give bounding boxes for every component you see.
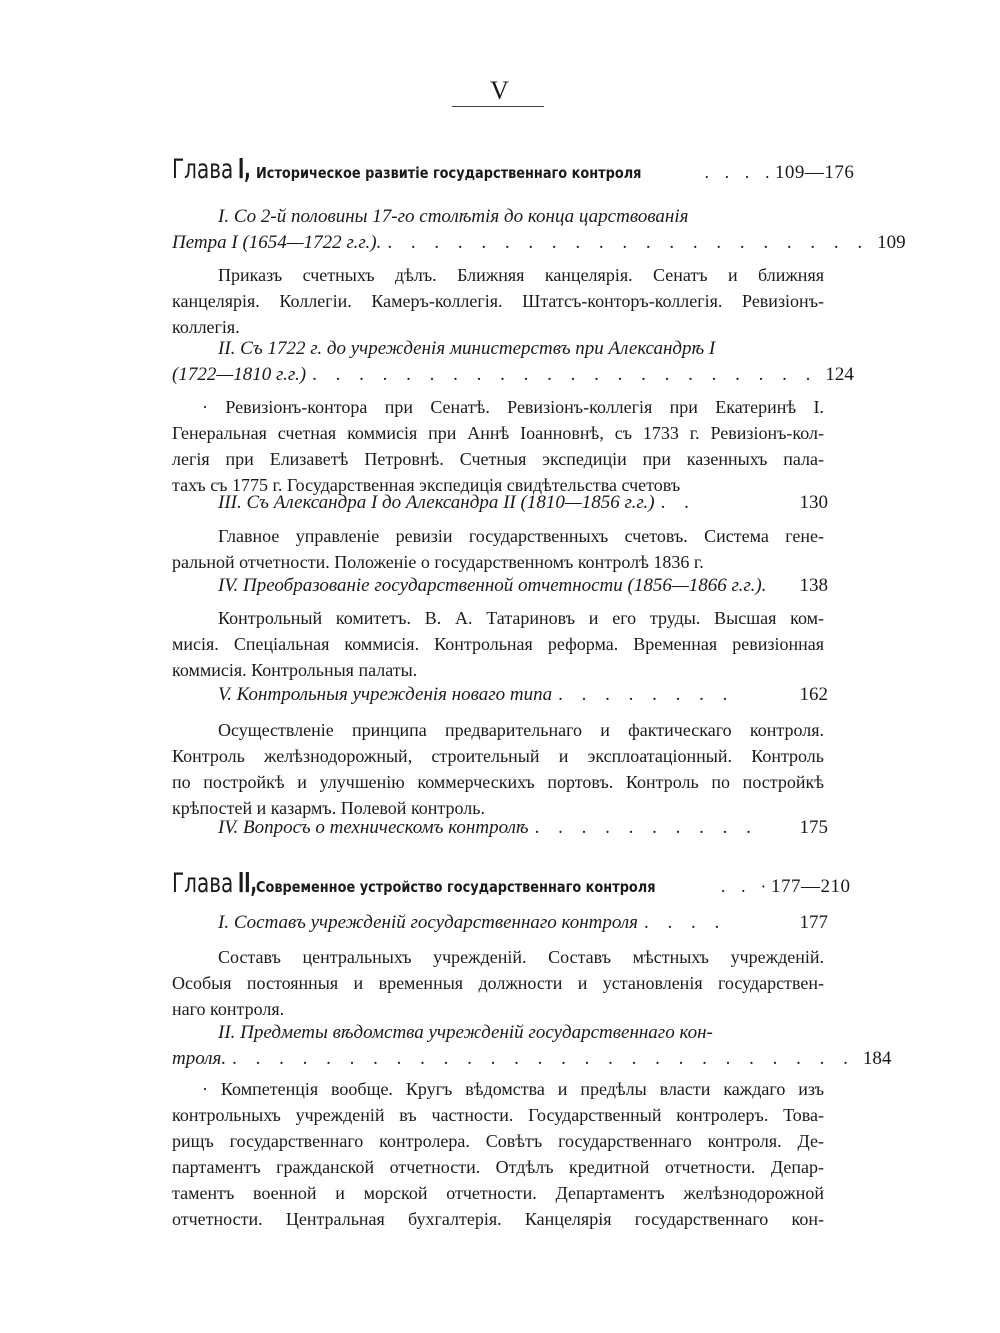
- section-page: 184: [862, 1048, 892, 1069]
- chapter-word: Глава: [172, 868, 234, 899]
- section-leader: . . . . . . . . . . . . . . . . . . . . . . . . . . .: [232, 1048, 855, 1069]
- chapter-number: I,: [238, 152, 251, 185]
- summary-line: · Компетенція вообще. Кругъ вѣдомства и предѣлы власти каждаго изъ: [202, 1079, 824, 1099]
- section-page: 175: [799, 817, 828, 838]
- section-entry: [172, 204, 906, 256]
- chapter-heading-2: [172, 866, 851, 899]
- section-title-cont: троля.: [172, 1048, 227, 1069]
- section-entry: [172, 682, 828, 708]
- section-summary: [172, 262, 824, 340]
- section-title-cont: Петра I (1654—1722 г.г.).: [172, 232, 382, 253]
- section-title: IV. Вопросъ о техническомъ контролѣ: [218, 817, 529, 838]
- section-entry: [172, 1020, 892, 1072]
- summary-line: крѣпостей и казармъ. Полевой контроль.: [172, 798, 485, 818]
- section-leader: . . . . . . . . . . . . . . . . . . . . .: [387, 232, 870, 253]
- summary-line: Приказъ счетныхъ дѣлъ. Ближняя канцелярія. Сенатъ и ближняя: [218, 265, 824, 285]
- summary-line: тахъ съ 1775 г. Государственная экспедиція свидѣтельства счетовъ: [172, 475, 681, 495]
- summary-line: по постройкѣ и улучшенію коммерческихъ портовъ. Контроль по постройкѣ: [172, 772, 824, 792]
- section-page: 130: [799, 492, 828, 513]
- section-entry: [172, 490, 828, 516]
- section-entry: [172, 573, 828, 599]
- section-page: 124: [825, 364, 854, 385]
- section-leader: . .: [660, 492, 696, 513]
- section-title: II. Предметы вѣдомства учрежденій государственнаго кон-: [218, 1022, 713, 1043]
- summary-line: Составъ центральныхъ учрежденій. Составъ мѣстныхъ учрежденій.: [218, 947, 824, 967]
- section-summary: [172, 523, 824, 575]
- summary-line: коллегія.: [172, 317, 240, 337]
- section-leader: . . . . . . . . . .: [534, 817, 758, 838]
- section-title: IV. Преобразованіе государственной отчетности (1856—1866 г.г.).: [218, 575, 767, 596]
- summary-line: Контроль желѣзнодорожный, строительный и эксплоатаціонный. Контроль: [172, 746, 824, 766]
- summary-line: рищъ государственнаго контролера. Совѣтъ государственнаго контроля. Де-: [172, 1131, 824, 1151]
- section-entry: [172, 910, 828, 936]
- chapter-leader: . . . .: [704, 163, 775, 182]
- chapter-title: Историческое развитіе государственнаго контроля: [256, 164, 642, 182]
- chapter-word: Глава: [172, 154, 234, 185]
- chapter-pages: 177—210: [771, 876, 851, 897]
- section-title: V. Контрольныя учрежденія новаго типа: [218, 684, 553, 705]
- summary-line: канцелярія. Коллегіи. Камеръ-коллегія. Штатсъ-конторъ-коллегія. Ревизіонъ-: [172, 291, 824, 311]
- section-entry: [172, 815, 828, 841]
- summary-line: легія при Елизаветѣ Петровнѣ. Счетныя экспедиціи при казенныхъ пала-: [172, 449, 824, 469]
- section-summary: [172, 605, 824, 683]
- section-page: 138: [799, 575, 828, 596]
- page-number-rule: [452, 106, 544, 107]
- summary-line: Генеральная счетная коммисія при Аннѣ Іоанновнѣ, съ 1733 г. Ревизіонъ-кол-: [172, 423, 824, 443]
- section-page: 162: [799, 684, 828, 705]
- section-entry: [172, 336, 854, 388]
- summary-line: · Ревизіонъ-контора при Сенатѣ. Ревизіонъ-коллегія при Екатеринѣ I.: [202, 397, 824, 417]
- summary-line: наго контроля.: [172, 999, 285, 1019]
- summary-line: Осуществленіе принципа предварительнаго и фактическаго контроля.: [218, 720, 824, 740]
- page-number: V: [490, 76, 510, 105]
- section-leader: . . . . . . . . . . . . . . . . . . . . . .: [312, 364, 818, 385]
- section-summary: [172, 717, 824, 821]
- summary-line: Контрольный комитетъ. В. А. Татариновъ и его труды. Высшая ком-: [218, 608, 824, 628]
- summary-line: контрольныхъ учрежденій въ частности. Государственный контролеръ. Това-: [172, 1105, 824, 1125]
- chapter-number: II,: [238, 866, 257, 899]
- chapter-heading-1: [172, 152, 855, 185]
- section-leader: . . . .: [644, 912, 727, 933]
- summary-line: Особыя постоянныя и временныя должности и установленія государствен-: [172, 973, 824, 993]
- summary-line: отчетности. Центральная бухгалтерія. Канцелярія государственнаго кон-: [172, 1209, 824, 1229]
- chapter-leader: . . ·: [720, 877, 771, 896]
- summary-line: таментъ военной и морской отчетности. Департаментъ желѣзнодорожной: [172, 1183, 824, 1203]
- section-title-cont: (1722—1810 г.г.): [172, 364, 307, 385]
- chapter-title: Современное устройство государственнаго контроля: [256, 878, 656, 896]
- section-summary: [172, 394, 824, 498]
- section-title: I. Со 2-й половины 17-го столѣтія до конца царствованія: [218, 206, 689, 227]
- chapter-pages: 109—176: [774, 162, 855, 183]
- section-title: II. Съ 1722 г. до учрежденія министерствъ при Александрѣ I: [218, 338, 716, 359]
- summary-line: партаментъ гражданской отчетности. Отдѣлъ кредитной отчетности. Депар-: [172, 1157, 824, 1177]
- section-title: III. Съ Александра I до Александра II (1810—1856 г.г.): [218, 492, 655, 513]
- summary-line: ральной отчетности. Положеніе о государственномъ контролѣ 1836 г.: [172, 552, 704, 572]
- section-leader: . . . . . . . .: [558, 684, 735, 705]
- section-title: I. Составъ учрежденій государственнаго контроля: [218, 912, 638, 933]
- section-page: 177: [799, 912, 828, 933]
- summary-line: мисія. Спеціальная коммисія. Контрольная реформа. Временная ревизіонная: [172, 634, 824, 654]
- summary-line: коммисія. Контрольныя палаты.: [172, 660, 418, 680]
- summary-line: Главное управленіе ревизіи государственныхъ счетовъ. Система гене-: [218, 526, 824, 546]
- section-summary: [172, 1076, 824, 1232]
- section-page: 109: [877, 232, 906, 253]
- section-summary: [172, 944, 824, 1022]
